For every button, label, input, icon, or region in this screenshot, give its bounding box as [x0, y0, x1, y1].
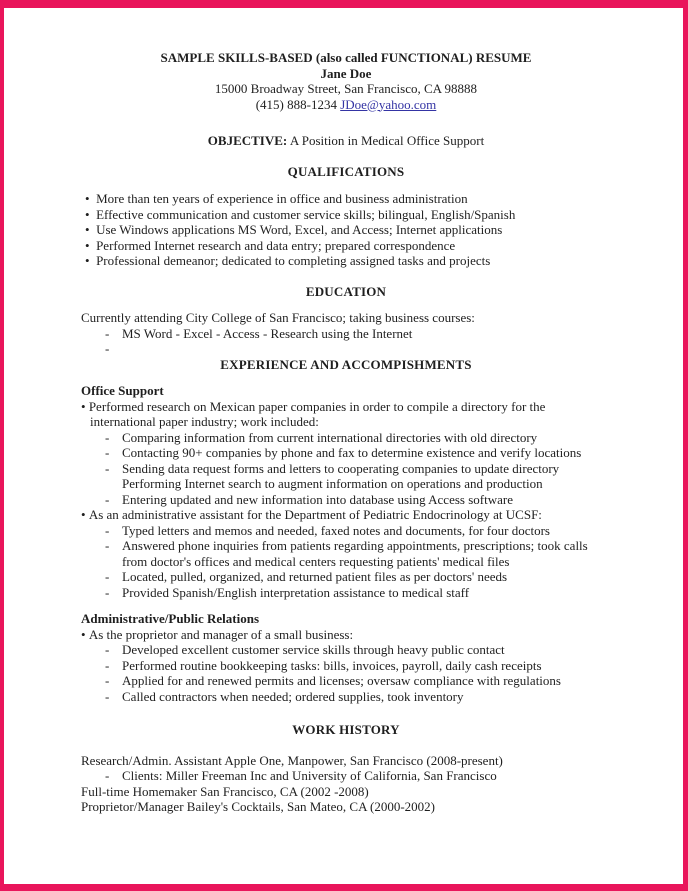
experience-groups — [81, 383, 611, 704]
experience-subitem: - Provided Spanish/English interpretation assistance to medical staff — [81, 585, 611, 601]
experience-heading: EXPERIENCE AND ACCOMPISHMENTS — [220, 356, 472, 372]
qualifications-list — [81, 191, 611, 269]
qualification-item: • Effective communication and customer service skills; bilingual, English/Spanish — [81, 207, 611, 223]
experience-subitem: - Called contractors when needed; ordered supplies, took inventory — [81, 689, 611, 705]
page-title: SAMPLE SKILLS-BASED (also called FUNCTIONAL) RESUME — [160, 50, 532, 65]
experience-subitem: - Applied for and renewed permits and licenses; oversaw compliance with regulations — [81, 673, 611, 689]
resume-content — [4, 8, 683, 815]
qualification-item: • Performed Internet research and data entry; prepared correspondence — [81, 238, 611, 254]
work-history-line: Full-time Homemaker San Francisco, CA (2002 -2008) — [81, 783, 369, 799]
candidate-phone: (415) 888-1234 — [255, 96, 337, 112]
experience-subitem: - Located, pulled, organized, and returned patient files as per doctors' needs — [81, 569, 611, 585]
education-heading: EDUCATION — [305, 283, 387, 299]
experience-subitem: - Developed excellent customer service skills through heavy public contact — [81, 642, 611, 658]
experience-subitem: - Comparing information from current international directories with old directory — [81, 430, 611, 446]
experience-entry-lead: • As the proprietor and manager of a small business: — [81, 627, 611, 643]
section-gap — [81, 704, 611, 712]
qualification-item: • More than ten years of experience in office and business administration — [81, 191, 611, 207]
experience-group-title: Office Support — [81, 383, 164, 398]
experience-entry-lead: • As an administrative assistant for the Department of Pediatric Endocrinology at UCSF: — [81, 507, 611, 523]
email-link[interactable]: JDoe@yahoo.com — [340, 96, 437, 112]
experience-entry-lead: • Performed research on Mexican paper companies in order to compile a directory for the international paper industry; work included: — [81, 399, 611, 430]
objective-text: A Position in Medical Office Support — [289, 133, 485, 148]
objective-label: OBJECTIVE: — [207, 133, 288, 148]
qualifications-heading: QUALIFICATIONS — [287, 163, 405, 179]
resume-header — [81, 50, 611, 112]
experience-subitem: - Answered phone inquiries from patients regarding appointments, prescriptions; took calls from doctor's offices and medical centers requesting patients' medical files — [81, 538, 611, 569]
work-history-line: - Clients: Miller Freeman Inc and University of California, San Francisco — [81, 768, 611, 784]
experience-subitem: - Performed routine bookkeeping tasks: bills, invoices, payroll, daily cash receipts — [81, 658, 611, 674]
work-history-heading: WORK HISTORY — [292, 722, 400, 737]
experience-subitem: - Entering updated and new information into database using Access software — [81, 492, 611, 508]
experience-subitem: Performing Internet search to augment information on operations and production — [122, 476, 543, 491]
qualification-item: • Professional demeanor; dedicated to completing assigned tasks and projects — [81, 253, 611, 269]
contact-line — [81, 97, 611, 113]
education-intro: Currently attending City College of San Francisco; taking business courses: — [81, 310, 475, 325]
work-history-line: Research/Admin. Assistant Apple One, Manpower, San Francisco (2008-present) — [81, 752, 503, 768]
work-history-list — [81, 753, 611, 815]
qualification-item: • Use Windows applications MS Word, Excel, and Access; Internet applications — [81, 222, 611, 238]
experience-subitem: - Contacting 90+ companies by phone and fax to determine existence and verify locations — [81, 445, 611, 461]
education-list — [81, 326, 611, 357]
education-course-item — [81, 341, 611, 357]
education-course-item: - MS Word - Excel - Access - Research using the Internet — [81, 326, 611, 342]
candidate-address: 15000 Broadway Street, San Francisco, CA 98888 — [214, 81, 478, 96]
experience-subitem: - Sending data request forms and letters to cooperating companies to update directory — [81, 461, 611, 477]
experience-subitem: - Typed letters and memos and needed, faxed notes and documents, for four doctors — [81, 523, 611, 539]
objective-line — [81, 133, 611, 149]
experience-group-title: Administrative/Public Relations — [81, 611, 260, 626]
candidate-name: Jane Doe — [320, 65, 372, 81]
work-history-line: Proprietor/Manager Bailey's Cocktails, San Mateo, CA (2000-2002) — [81, 799, 436, 814]
